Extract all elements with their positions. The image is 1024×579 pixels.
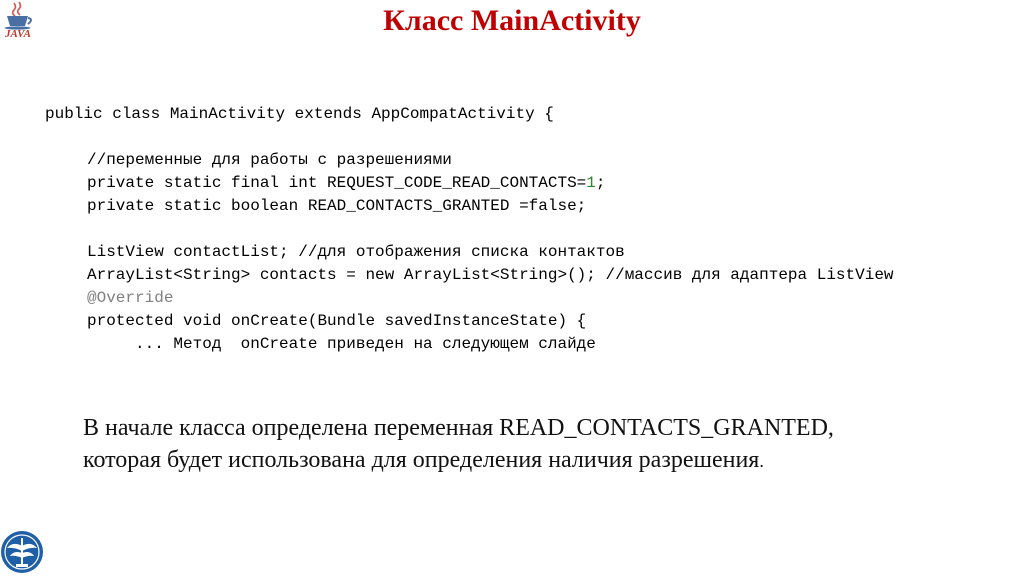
code-block [45, 103, 894, 356]
explanation-line-text: которая будет использована для определения наличия разрешения [83, 447, 760, 473]
university-logo [0, 524, 46, 574]
code-number-literal: 1 [586, 174, 596, 192]
code-line-comment: //переменные для работы с разрешениями [87, 151, 452, 169]
code-line-ellipsis-note: ... Метод onCreate приведен на следующем слайде [135, 335, 596, 353]
code-line-request-code [45, 172, 894, 195]
explanation-period: . [759, 451, 764, 471]
university-emblem-icon [0, 524, 46, 574]
explanation-line [83, 444, 983, 477]
code-text: private static final int REQUEST_CODE_READ_CONTACTS= [87, 174, 587, 192]
code-line-oncreate: protected void onCreate(Bundle savedInstanceState) { [87, 312, 587, 330]
slide-title: Класс MainActivity [383, 4, 641, 37]
code-text: ; [595, 174, 606, 192]
code-line-override-annotation: @Override [87, 289, 174, 307]
explanation-text [83, 412, 983, 477]
code-line-blank [45, 218, 894, 241]
code-line-contact-list: ListView contactList; //для отображения списка контактов [87, 243, 625, 261]
code-line-class-declaration: public class MainActivity extends AppCompatActivity { [45, 105, 554, 123]
code-line-contacts-array: ArrayList<String> contacts = new ArrayList<String>(); //массив для адаптера ListView [87, 266, 894, 284]
code-line-granted-flag: private static boolean READ_CONTACTS_GRANTED =false; [87, 197, 587, 215]
code-line-blank [45, 126, 894, 149]
explanation-line: В начале класса определена переменная READ_CONTACTS_GRANTED, [83, 415, 834, 441]
java-logo-text: JAVA [5, 28, 31, 40]
